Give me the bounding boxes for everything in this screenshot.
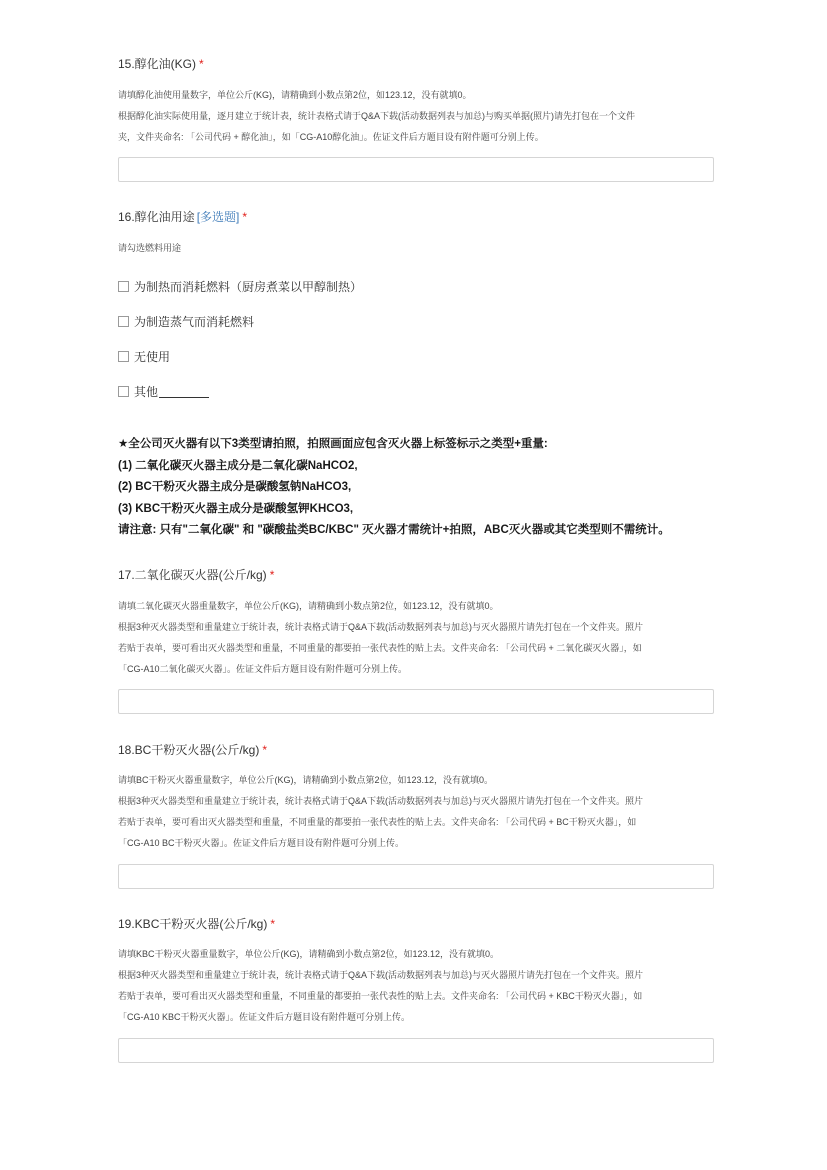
- question-16-title: [118, 208, 247, 225]
- checkbox[interactable]: [118, 316, 129, 327]
- description-line: 请填KBC干粉灭火器重量数字，单位公斤(KG)，请精确到小数点第2位，如123.12，没有就填0。: [118, 949, 500, 959]
- option-steam[interactable]: [118, 313, 254, 330]
- question-16-description: [118, 238, 710, 259]
- description-line: 夹，文件夹命名: 「公司代码 + 醇化油」，如「CG-A10醇化油」。佐证文件后方题目设有附件题可分别上传。: [118, 132, 544, 142]
- question-17-description: [118, 596, 710, 680]
- option-other[interactable]: [118, 383, 209, 400]
- question-18-label: 18.BC干粉灭火器(公斤/kg): [118, 743, 260, 757]
- question-16-label: 16.醇化油用途: [118, 210, 195, 224]
- fire-extinguisher-notice: [118, 434, 718, 542]
- description-line: 「CG-A10二氧化碳灭火器」。佐证文件后方题目设有附件题可分别上传。: [118, 664, 408, 674]
- required-mark: *: [262, 743, 268, 757]
- question-17-input[interactable]: [118, 689, 714, 714]
- checkbox[interactable]: [118, 281, 129, 292]
- required-mark: *: [270, 917, 276, 931]
- description-line: 若贴于表单，要可看出灭火器类型和重量，不同重量的都要拍一张代表性的贴上去。文件夹命名: 「公司代码 + KBC干粉灭火器」，如: [118, 991, 643, 1001]
- question-18-title: [118, 741, 267, 758]
- option-label: 为制热而消耗燃料（厨房煮菜以甲醇制热）: [134, 280, 363, 294]
- required-mark: *: [199, 57, 204, 71]
- checkbox[interactable]: [118, 386, 129, 397]
- description-line: 根据3种灭火器类型和重量建立于统计表，统计表格式请于Q&A下载(活动数据列表与加总)与灭火器照片请先打包在一个文件夹。照片: [118, 796, 644, 806]
- description-line: 根据醇化油实际使用量，逐月建立于统计表，统计表格式请于Q&A下载(活动数据列表与加总)与购买单据(照片)请先打包在一个文件: [118, 111, 635, 121]
- option-heating[interactable]: [118, 278, 362, 295]
- question-19-label: 19.KBC干粉灭火器(公斤/kg): [118, 917, 268, 931]
- notice-line: (2) BC干粉灭火器主成分是碳酸氢钠NaHCO3,: [118, 481, 352, 493]
- option-label: 其他: [134, 385, 159, 399]
- question-17-label: 17.二氧化碳灭火器(公斤/kg): [118, 568, 267, 582]
- description-line: 请填醇化油使用量数字，单位公斤(KG)，请精确到小数点第2位，如123.12，没有就填0。: [118, 90, 472, 100]
- question-15-label: 15.醇化油(KG): [118, 57, 197, 71]
- question-15-description: [118, 85, 710, 148]
- multi-select-tag: [多选题]: [196, 210, 240, 224]
- notice-line: (3) KBC干粉灭火器主成分是碳酸氢钾KHCO3,: [118, 502, 354, 515]
- question-17-title: [118, 566, 274, 583]
- description-line: 请填BC干粉灭火器重量数字，单位公斤(KG)，请精确到小数点第2位，如123.12，没有就填0。: [118, 775, 494, 785]
- notice-line: (1) 二氧化碳灭火器主成分是二氧化碳NaHCO2,: [118, 459, 358, 472]
- required-mark: *: [269, 568, 275, 582]
- option-none[interactable]: [118, 348, 170, 365]
- required-mark: *: [242, 210, 248, 224]
- question-19-title: [118, 915, 275, 932]
- description-line: 「CG-A10 BC干粉灭火器」。佐证文件后方题目设有附件题可分别上传。: [118, 838, 405, 848]
- question-15-input[interactable]: [118, 157, 714, 182]
- description-line: 若贴于表单，要可看出灭火器类型和重量，不同重量的都要拍一张代表性的贴上去。文件夹命名: 「公司代码 + BC干粉灭火器」，如: [118, 817, 637, 827]
- description-line: 根据3种灭火器类型和重量建立于统计表，统计表格式请于Q&A下载(活动数据列表与加总)与灭火器照片请先打包在一个文件夹。照片: [118, 970, 644, 980]
- description-line: 若贴于表单，要可看出灭火器类型和重量，不同重量的都要拍一张代表性的贴上去。文件夹命名: 「公司代码 + 二氧化碳灭火器」，如: [118, 643, 642, 653]
- checkbox[interactable]: [118, 351, 129, 362]
- option-label: 为制造蒸气而消耗燃料: [134, 315, 255, 329]
- notice-line: ★全公司灭火器有以下3类型请拍照，拍照画面应包含灭火器上标签标示之类型+重量:: [118, 438, 548, 450]
- question-18-description: [118, 770, 710, 854]
- description-line: 根据3种灭火器类型和重量建立于统计表，统计表格式请于Q&A下载(活动数据列表与加总)与灭火器照片请先打包在一个文件夹。照片: [118, 622, 644, 632]
- description-line: 请填二氧化碳灭火器重量数字，单位公斤(KG)，请精确到小数点第2位，如123.12，没有就填0。: [118, 601, 499, 611]
- other-fill-blank[interactable]: [159, 385, 209, 398]
- question-19-description: [118, 944, 710, 1028]
- option-label: 无使用: [134, 350, 171, 364]
- question-19-input[interactable]: [118, 1038, 714, 1063]
- description-line: 请勾选燃料用途: [118, 243, 182, 253]
- question-15-title: [118, 55, 204, 72]
- description-line: 「CG-A10 KBC干粉灭火器」。佐证文件后方题目设有附件题可分别上传。: [118, 1012, 411, 1022]
- question-18-input[interactable]: [118, 864, 714, 889]
- notice-line: 请注意: 只有"二氧化碳" 和 "碳酸盐类BC/KBC" 灭火器才需统计+拍照，ABC灭火器或其它类型则不需统计。: [118, 524, 670, 536]
